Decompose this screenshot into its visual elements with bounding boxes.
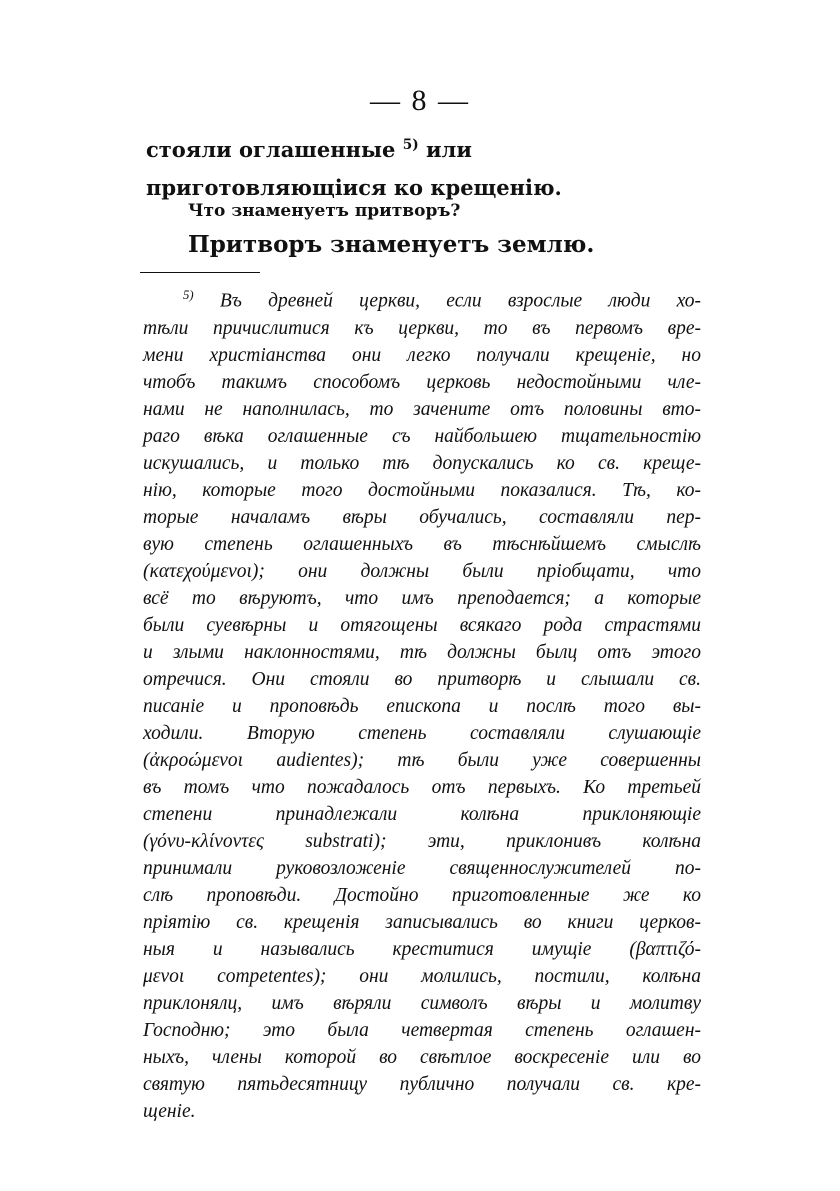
footnote-line: всё то вѣруютъ, что имъ преподается; а которые xyxy=(143,587,701,609)
main-paragraph-text-continued: или приготовляющіися ко крещенію. xyxy=(146,137,562,200)
footnote-line: ныхъ, члены которой во свѣтлое воскресеніе или во xyxy=(143,1046,701,1068)
footnote-line: принимали руковозложеніе священнослужителей по- xyxy=(143,857,701,879)
main-paragraph xyxy=(146,126,706,207)
footnote-line: чтобъ такимъ способомъ церковь недостойными чле- xyxy=(143,371,701,393)
footnote xyxy=(143,282,701,1125)
footnote-line: $^{5)}$ Въ древней церкви, если взрослые люди хо- xyxy=(183,288,701,312)
footnote-line: отречися. Они стояли во притворѣ и слышали св. xyxy=(143,668,701,690)
footnote-line: пріятію св. крещенія записывались во книги церков- xyxy=(143,911,701,933)
footnote-line: ныя и назывались креститися имущіе (βαπτιζό- xyxy=(143,938,701,960)
footnote-line: слѣ проповѣди. Достойно приготовленные же ко xyxy=(143,884,701,906)
footnote-line: вую степень оглашенныхъ въ тѣснѣйшемъ смыслѣ xyxy=(143,533,701,555)
footnote-line: нами не наполнилась, то зачените отъ половины вто- xyxy=(143,398,701,420)
footnote-line: степени принадлежали колѣна приклоняющіе xyxy=(143,803,701,825)
footnote-divider xyxy=(140,272,260,273)
footnote-line: въ томъ что пожадалось отъ первыхъ. Ко третьей xyxy=(143,776,701,798)
catechism-question: Что знаменуетъ притворъ? xyxy=(188,201,461,221)
main-paragraph-text: стояли оглашенные xyxy=(146,137,396,162)
footnote-line: мени христіанства они легко получали крещеніе, но xyxy=(143,344,701,366)
footnote-line: и злыми наклонностями, тѣ должны былц отъ этого xyxy=(143,641,701,663)
footnote-line: (κατεχούμενοι); они должны были пріобщати, что xyxy=(143,560,701,582)
catechism-answer: Притворъ знаменуетъ землю. xyxy=(188,231,595,258)
footnote-line: искушались, и только тѣ допускались ко св. креще- xyxy=(143,452,701,474)
footnote-line: были суевѣрны и отягощены всякаго рода страстями xyxy=(143,614,701,636)
footnote-line: μενοι competentes); они молились, постили, колѣна xyxy=(143,965,701,987)
footnote-line: приклонялц, имъ вѣряли символъ вѣры и молитву xyxy=(143,992,701,1014)
footnote-line: тѣли причислитися къ церкви, то въ первомъ вре- xyxy=(143,317,701,339)
footnote-line: (γόνυ-κλίνοντες substrati); эти, приклонивъ колѣна xyxy=(143,830,701,852)
footnote-marker: 5) xyxy=(183,288,194,302)
footnote-reference: 5) xyxy=(402,137,419,153)
footnote-line: нію, которые того достойными показалися. Тѣ, ко- xyxy=(143,479,701,501)
page-number: — 8 — xyxy=(370,84,470,117)
footnote-line: раго вѣка оглашенные съ найбольшею тщательностію xyxy=(143,425,701,447)
footnote-line: ходили. Вторую степень составляли слушающіе xyxy=(143,722,701,744)
footnote-line: писаніе и проповѣдь епископа и послѣ того вы- xyxy=(143,695,701,717)
footnote-line: (ἀκροώμενοι audientes); тѣ были уже совершенны xyxy=(143,749,701,771)
footnote-line: щеніе. xyxy=(143,1100,196,1122)
footnote-line: Господню; это была четвертая степень оглашен- xyxy=(143,1019,701,1041)
footnote-line: святую пятьдесятницу публично получали св. кре- xyxy=(143,1073,701,1095)
footnote-line: торые началамъ вѣры обучались, составляли пер- xyxy=(143,506,701,528)
